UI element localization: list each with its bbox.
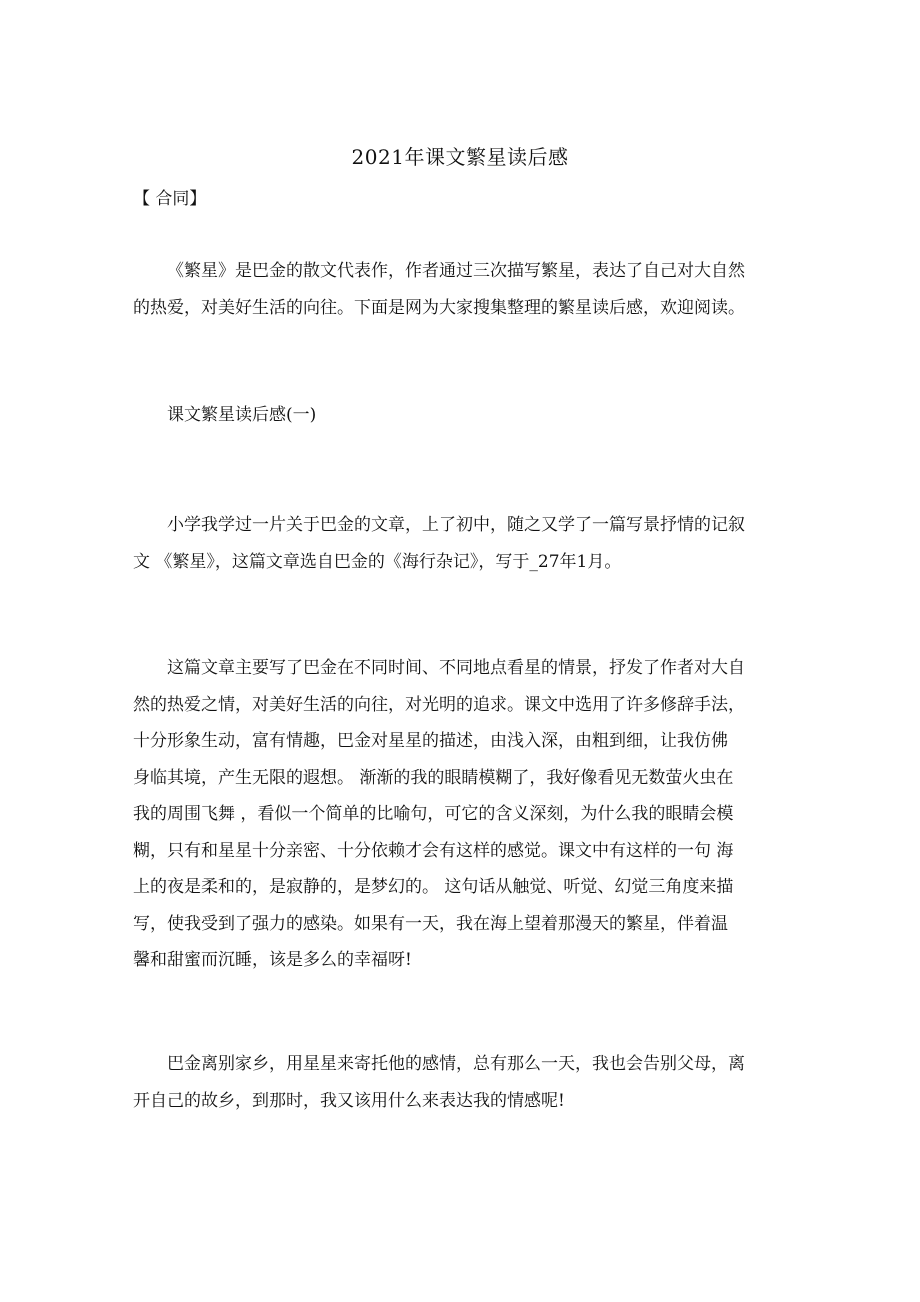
document-title: 2021年课文繁星读后感 <box>351 145 569 169</box>
intro-line: 的热爱，对美好生活的向往。下面是网为大家搜集整理的繁星读后感，欢迎阅读。 <box>133 297 745 318</box>
intro-paragraph <box>133 253 793 326</box>
paragraph-line: 上的夜是柔和的，是寂静的，是梦幻的。 这句话从触觉、听觉、幻觉三角度来描 <box>133 877 734 897</box>
paragraph-line: 然的热爱之情，对美好生活的向往，对光明的追求。课文中选用了许多修辞手法， <box>133 694 745 715</box>
paragraph-line: 十分形象生动，富有情趣，巴金对星星的描述，由浅入深，由粗到细，让我仿佛 <box>133 731 728 751</box>
paragraph-line: 身临其境，产生无限的遐想。 渐渐的我的眼睛模糊了，我好像看见无数萤火虫在 <box>133 767 734 788</box>
paragraph-line: 小学我学过一片关于巴金的文章，上了初中，随之又学了一篇写景抒情的记叙 <box>167 515 745 535</box>
paragraph-line: 糊，只有和星星十分亲密、十分依赖才会有这样的感觉。课文中有这样的一句 海 <box>133 840 734 861</box>
paragraph-line: 开自己的故乡，到那时，我又该用什么来表达我的情感呢! <box>133 1090 565 1111</box>
paragraph-1 <box>133 507 793 580</box>
section-heading: 课文繁星读后感(一) <box>167 405 317 425</box>
paragraph-2 <box>133 650 793 979</box>
paragraph-line: 巴金离别家乡，用星星来寄托他的感情，总有那么一天，我也会告别父母，离 <box>167 1054 745 1074</box>
paragraph-line: 馨和甜蜜而沉睡，该是多么的幸福呀! <box>133 950 412 970</box>
intro-line: 《繁星》是巴金的散文代表作，作者通过三次描写繁星，表达了自己对大自然 <box>167 261 745 281</box>
document-tag: 【 合同】 <box>133 189 207 209</box>
paragraph-line: 文 《繁星》，这篇文章选自巴金的《海行杂记》，写于_27年1月。 <box>133 551 622 572</box>
paragraph-line: 我的周围飞舞 ，看似一个简单的比喻句，可它的含义深刻，为什么我的眼睛会模 <box>133 804 734 824</box>
paragraph-line: 这篇文章主要写了巴金在不同时间、不同地点看星的情景，抒发了作者对大自 <box>167 658 745 678</box>
paragraph-line: 写，使我受到了强力的感染。如果有一天，我在海上望着那漫天的繁星，伴着温 <box>133 913 728 934</box>
paragraph-3 <box>133 1046 793 1119</box>
